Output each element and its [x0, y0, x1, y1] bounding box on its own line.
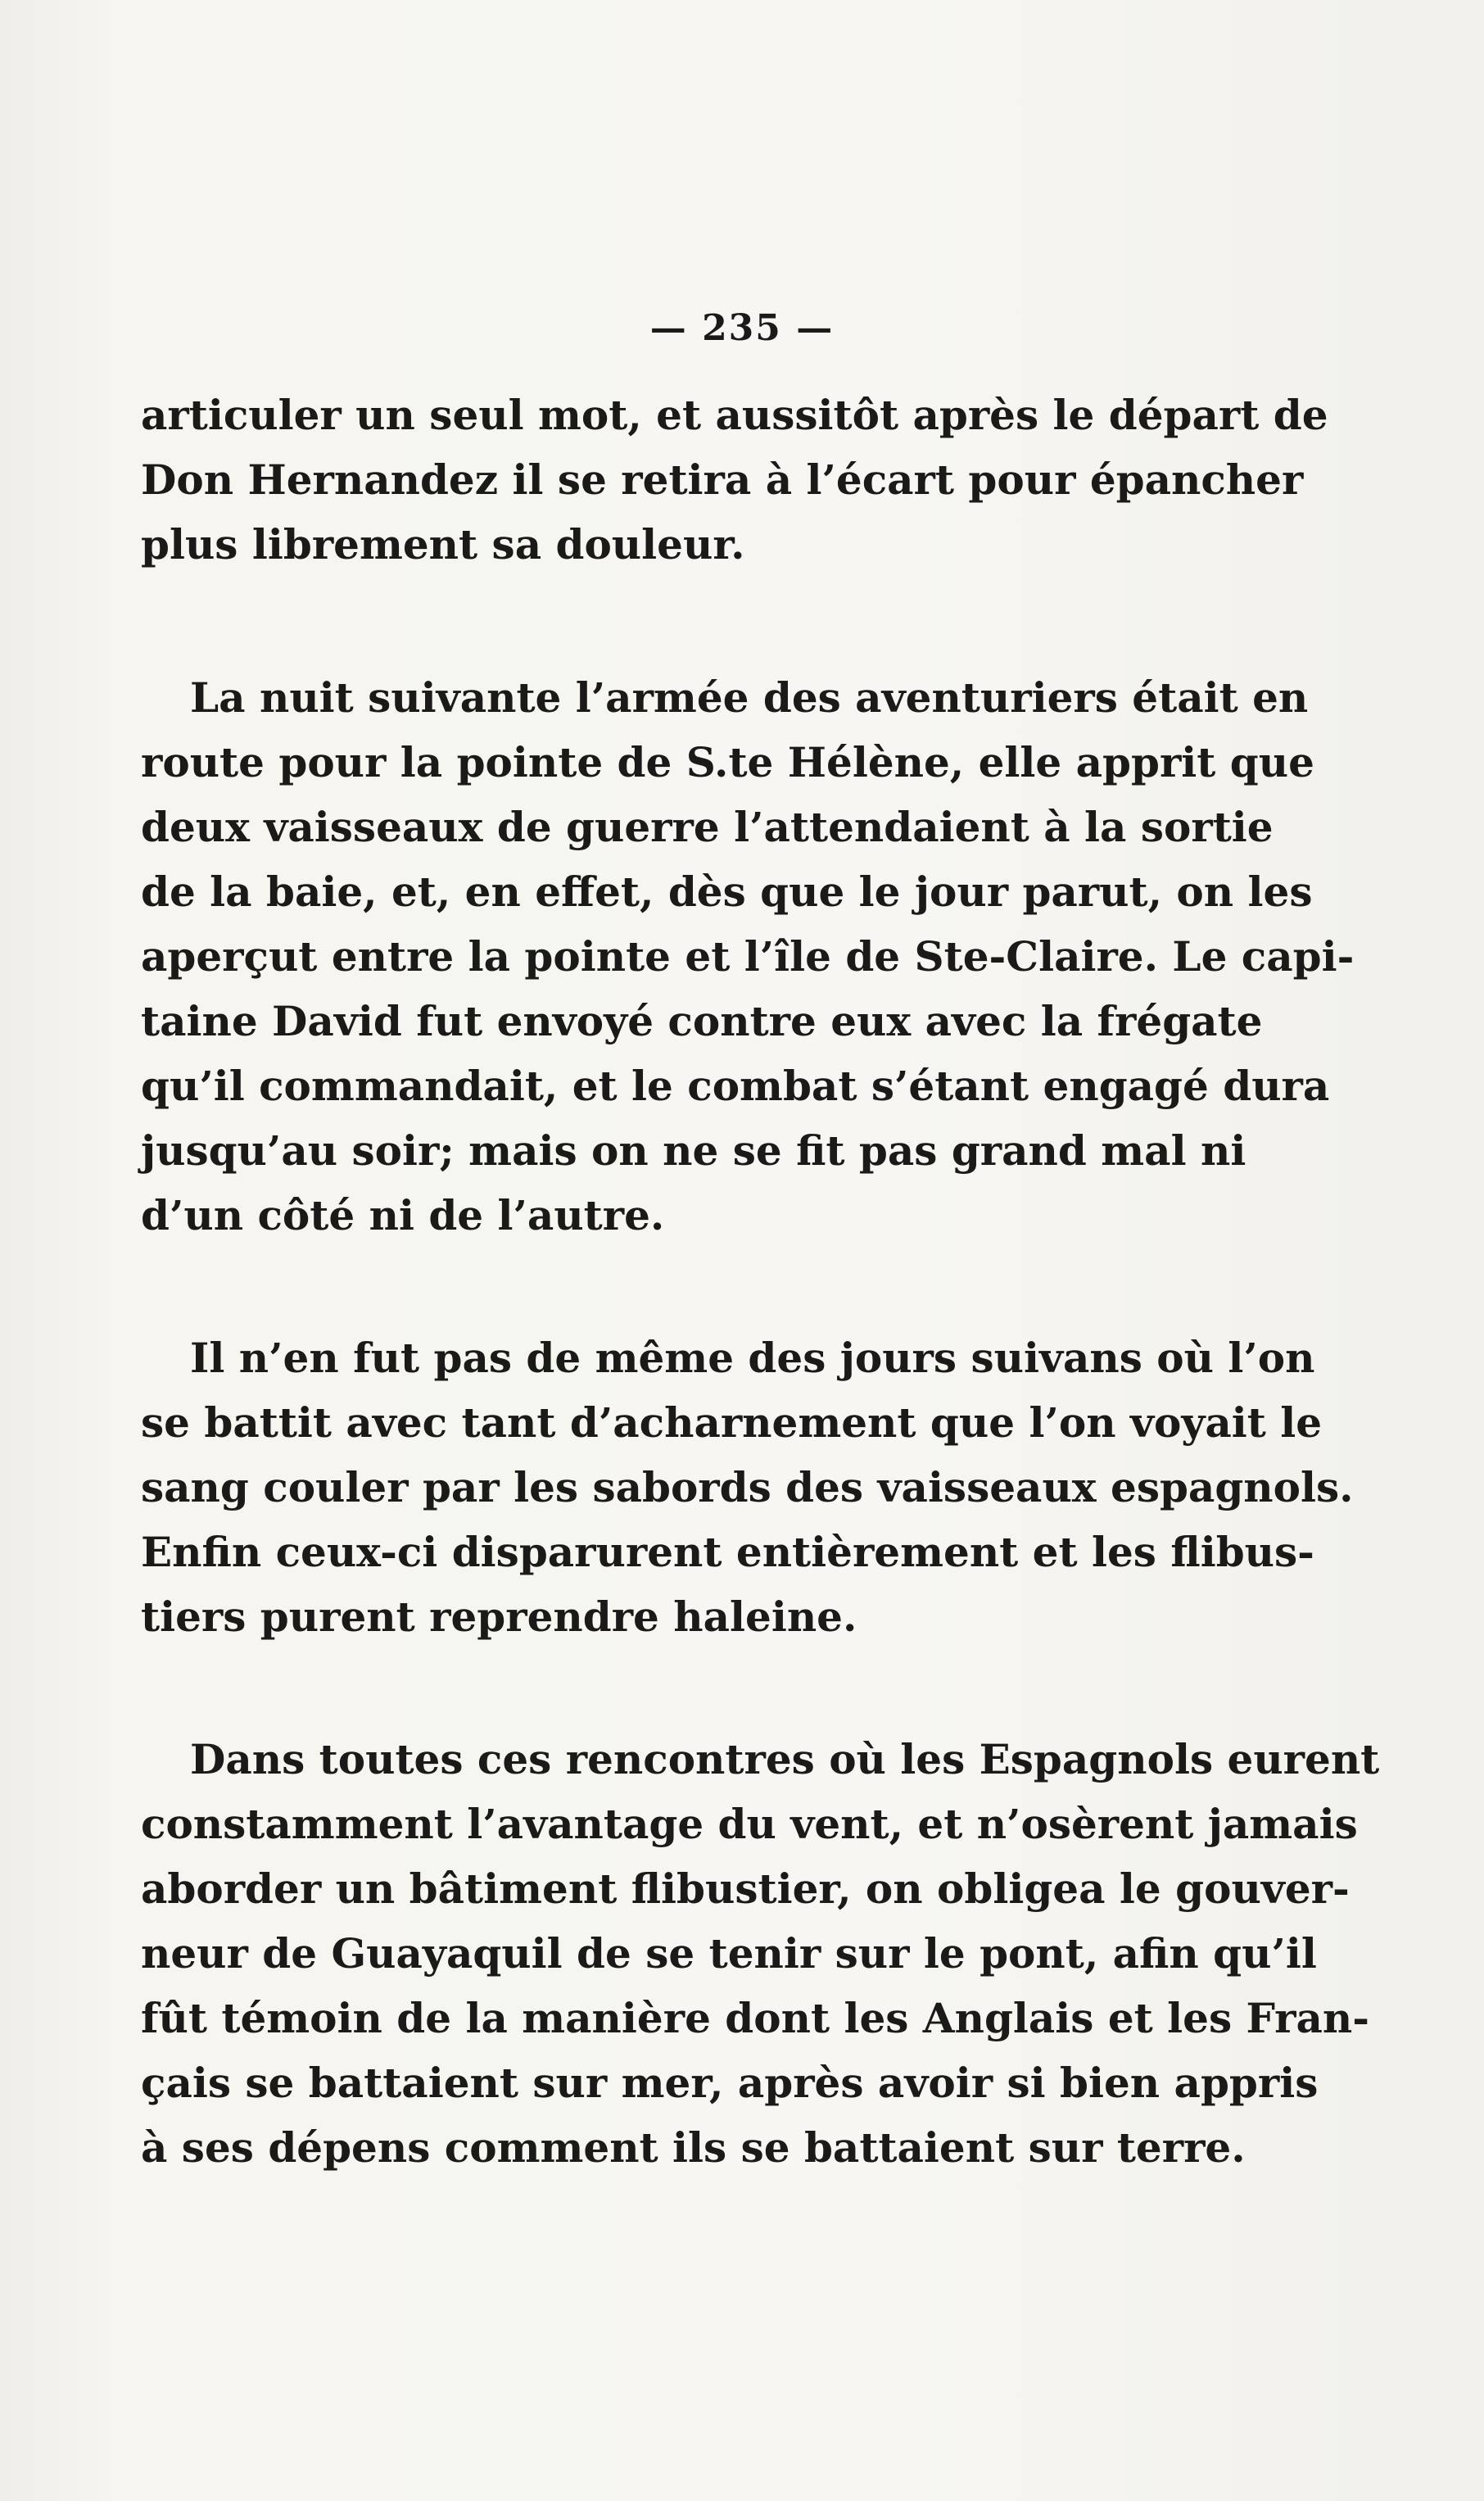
text-line: deux vaisseaux de guerre l’attendaient à la sortie [141, 803, 1274, 851]
paragraph-3 [141, 1325, 1354, 1649]
text-line: Don Hernandez il se retira à l’écart pour épancher [141, 455, 1304, 504]
text-line: La nuit suivante l’armée des aventuriers était en [190, 673, 1309, 722]
text-line: tiers purent reprendre haleine. [141, 1593, 857, 1641]
page-number: — 235 — [649, 307, 835, 349]
text-line: à ses dépens comment ils se battaient sur terre. [141, 2123, 1246, 2172]
text-line: route pour la pointe de S.te Hélène, elle apprit que [141, 738, 1314, 786]
text-line: d’un côté ni de l’autre. [141, 1191, 665, 1239]
text-line: aborder un bâtiment flibustier, on obligea le gouver- [141, 1864, 1350, 1913]
text-line: qu’il commandait, et le combat s’étant engagé dura [141, 1062, 1330, 1110]
text-line: Enfin ceux-ci disparurent entièrement et les flibus- [141, 1528, 1314, 1576]
text-line: neur de Guayaquil de se tenir sur le pont, afin qu’il [141, 1929, 1317, 1978]
paragraph-1 [141, 383, 1328, 577]
text-line: articuler un seul mot, et aussitôt après le départ de [141, 391, 1328, 439]
text-line: fût témoin de la manière dont les Anglais et les Fran- [141, 1994, 1369, 2042]
text-line: plus librement sa douleur. [141, 520, 745, 569]
text-line: taine David fut envoyé contre eux avec la frégate [141, 997, 1263, 1045]
text-line: sang couler par les sabords des vaisseaux espagnols. [141, 1463, 1354, 1511]
text-line: de la baie, et, en effet, dès que le jour parut, on les [141, 868, 1313, 916]
text-line: çais se battaient sur mer, après avoir si bien appris [141, 2059, 1319, 2107]
paragraph-2 [141, 665, 1355, 1248]
text-line: aperçut entre la pointe et l’île de Ste-Claire. Le capi- [141, 932, 1355, 981]
text-line: jusqu’au soir; mais on ne se fit pas grand mal ni [141, 1126, 1246, 1175]
text-line: constamment l’avantage du vent, et n’osèrent jamais [141, 1800, 1358, 1848]
text-line: se battit avec tant d’acharnement que l’on voyait le [141, 1398, 1323, 1447]
paragraph-4 [141, 1727, 1380, 2180]
text-line: Dans toutes ces rencontres où les Espagnols eurent [190, 1735, 1380, 1783]
text-line: Il n’en fut pas de même des jours suivans où l’on [190, 1334, 1315, 1382]
